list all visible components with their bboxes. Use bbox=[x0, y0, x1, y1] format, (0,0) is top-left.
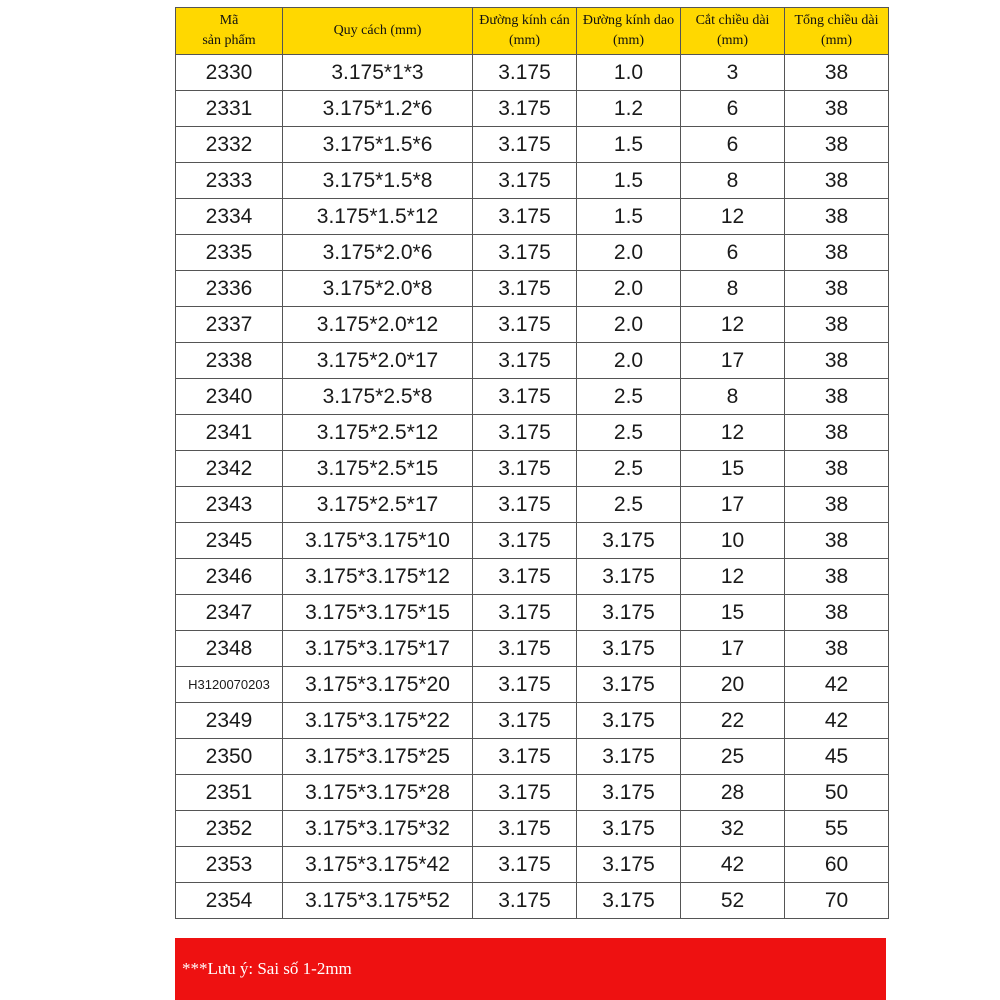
total-length-cell: 38 bbox=[785, 487, 889, 523]
table-row bbox=[176, 55, 889, 91]
blade-diameter-cell: 2.5 bbox=[577, 415, 681, 451]
shank-diameter-cell: 3.175 bbox=[473, 379, 577, 415]
shank-diameter-cell: 3.175 bbox=[473, 559, 577, 595]
shank-diameter-cell: 3.175 bbox=[473, 667, 577, 703]
product-code-cell: 2341 bbox=[176, 415, 283, 451]
shank-diameter-cell: 3.175 bbox=[473, 883, 577, 919]
cutting-length-cell: 22 bbox=[681, 703, 785, 739]
product-code-cell: 2340 bbox=[176, 379, 283, 415]
table-body bbox=[176, 55, 889, 919]
blade-diameter-cell: 2.5 bbox=[577, 379, 681, 415]
specification-cell: 3.175*1.2*6 bbox=[283, 91, 473, 127]
cutting-length-cell: 6 bbox=[681, 235, 785, 271]
cutting-length-cell: 12 bbox=[681, 307, 785, 343]
blade-diameter-cell: 2.0 bbox=[577, 307, 681, 343]
cutting-length-cell: 12 bbox=[681, 199, 785, 235]
shank-diameter-cell: 3.175 bbox=[473, 487, 577, 523]
total-length-cell: 38 bbox=[785, 523, 889, 559]
total-length-cell: 42 bbox=[785, 667, 889, 703]
total-length-cell: 38 bbox=[785, 307, 889, 343]
blade-diameter-cell: 1.5 bbox=[577, 199, 681, 235]
table-row bbox=[176, 631, 889, 667]
table-row bbox=[176, 775, 889, 811]
blade-diameter-cell: 1.5 bbox=[577, 163, 681, 199]
product-code-cell: 2346 bbox=[176, 559, 283, 595]
header-total-length: Tổng chiều dài (mm) bbox=[785, 8, 889, 55]
table-row bbox=[176, 379, 889, 415]
header-blade-diameter: Đường kính dao (mm) bbox=[577, 8, 681, 55]
blade-diameter-cell: 3.175 bbox=[577, 523, 681, 559]
total-length-cell: 38 bbox=[785, 379, 889, 415]
cutting-length-cell: 32 bbox=[681, 811, 785, 847]
shank-diameter-cell: 3.175 bbox=[473, 595, 577, 631]
blade-diameter-cell: 2.5 bbox=[577, 451, 681, 487]
tolerance-note-text: ***Lưu ý: Sai số 1-2mm bbox=[182, 959, 352, 978]
specification-cell: 3.175*1*3 bbox=[283, 55, 473, 91]
shank-diameter-cell: 3.175 bbox=[473, 343, 577, 379]
cutting-length-cell: 42 bbox=[681, 847, 785, 883]
total-length-cell: 38 bbox=[785, 595, 889, 631]
cutting-length-cell: 8 bbox=[681, 379, 785, 415]
cutting-length-cell: 20 bbox=[681, 667, 785, 703]
product-code-cell: 2347 bbox=[176, 595, 283, 631]
table-row bbox=[176, 163, 889, 199]
total-length-cell: 38 bbox=[785, 559, 889, 595]
product-code-cell: 2332 bbox=[176, 127, 283, 163]
table-row bbox=[176, 127, 889, 163]
cutting-length-cell: 17 bbox=[681, 631, 785, 667]
specification-cell: 3.175*3.175*10 bbox=[283, 523, 473, 559]
product-code-cell: 2348 bbox=[176, 631, 283, 667]
specification-cell: 3.175*2.0*17 bbox=[283, 343, 473, 379]
product-code-cell: 2334 bbox=[176, 199, 283, 235]
shank-diameter-cell: 3.175 bbox=[473, 451, 577, 487]
total-length-cell: 38 bbox=[785, 91, 889, 127]
total-length-cell: 38 bbox=[785, 163, 889, 199]
table-row bbox=[176, 667, 889, 703]
specification-cell: 3.175*3.175*28 bbox=[283, 775, 473, 811]
cutting-length-cell: 15 bbox=[681, 451, 785, 487]
table-row bbox=[176, 739, 889, 775]
specification-cell: 3.175*3.175*52 bbox=[283, 883, 473, 919]
specification-cell: 3.175*3.175*25 bbox=[283, 739, 473, 775]
shank-diameter-cell: 3.175 bbox=[473, 703, 577, 739]
total-length-cell: 38 bbox=[785, 343, 889, 379]
shank-diameter-cell: 3.175 bbox=[473, 523, 577, 559]
blade-diameter-cell: 2.0 bbox=[577, 271, 681, 307]
specification-cell: 3.175*2.5*15 bbox=[283, 451, 473, 487]
specification-cell: 3.175*1.5*6 bbox=[283, 127, 473, 163]
specification-cell: 3.175*3.175*32 bbox=[283, 811, 473, 847]
header-row bbox=[176, 8, 889, 55]
specification-cell: 3.175*2.5*12 bbox=[283, 415, 473, 451]
specification-cell: 3.175*3.175*42 bbox=[283, 847, 473, 883]
table-header bbox=[176, 8, 889, 55]
product-code-cell: 2349 bbox=[176, 703, 283, 739]
blade-diameter-cell: 3.175 bbox=[577, 775, 681, 811]
blade-diameter-cell: 1.0 bbox=[577, 55, 681, 91]
table-row bbox=[176, 595, 889, 631]
table-row bbox=[176, 883, 889, 919]
total-length-cell: 60 bbox=[785, 847, 889, 883]
blade-diameter-cell: 2.0 bbox=[577, 343, 681, 379]
blade-diameter-cell: 3.175 bbox=[577, 739, 681, 775]
blade-diameter-cell: 2.0 bbox=[577, 235, 681, 271]
table-row bbox=[176, 91, 889, 127]
specification-cell: 3.175*3.175*20 bbox=[283, 667, 473, 703]
table-row bbox=[176, 559, 889, 595]
shank-diameter-cell: 3.175 bbox=[473, 199, 577, 235]
table-row bbox=[176, 199, 889, 235]
cutting-length-cell: 52 bbox=[681, 883, 785, 919]
table-row bbox=[176, 343, 889, 379]
product-code-cell: 2352 bbox=[176, 811, 283, 847]
blade-diameter-cell: 1.5 bbox=[577, 127, 681, 163]
header-product-code: Mã sản phẩm bbox=[176, 8, 283, 55]
shank-diameter-cell: 3.175 bbox=[473, 631, 577, 667]
product-code-cell: 2345 bbox=[176, 523, 283, 559]
specification-cell: 3.175*3.175*12 bbox=[283, 559, 473, 595]
product-code-cell: 2353 bbox=[176, 847, 283, 883]
table-row bbox=[176, 847, 889, 883]
table-row bbox=[176, 307, 889, 343]
cutting-length-cell: 6 bbox=[681, 127, 785, 163]
specification-cell: 3.175*2.0*8 bbox=[283, 271, 473, 307]
total-length-cell: 55 bbox=[785, 811, 889, 847]
cutting-length-cell: 8 bbox=[681, 163, 785, 199]
specification-cell: 3.175*3.175*17 bbox=[283, 631, 473, 667]
blade-diameter-cell: 3.175 bbox=[577, 667, 681, 703]
total-length-cell: 70 bbox=[785, 883, 889, 919]
product-code-cell: 2354 bbox=[176, 883, 283, 919]
blade-diameter-cell: 3.175 bbox=[577, 703, 681, 739]
blade-diameter-cell: 3.175 bbox=[577, 631, 681, 667]
cutting-length-cell: 8 bbox=[681, 271, 785, 307]
specification-cell: 3.175*1.5*12 bbox=[283, 199, 473, 235]
total-length-cell: 38 bbox=[785, 55, 889, 91]
table-row bbox=[176, 811, 889, 847]
product-code-cell: 2336 bbox=[176, 271, 283, 307]
table-row bbox=[176, 271, 889, 307]
total-length-cell: 38 bbox=[785, 415, 889, 451]
header-specification: Quy cách (mm) bbox=[283, 8, 473, 55]
cutting-length-cell: 6 bbox=[681, 91, 785, 127]
header-shank-diameter: Đường kính cán (mm) bbox=[473, 8, 577, 55]
table-row bbox=[176, 487, 889, 523]
product-code-cell: 2330 bbox=[176, 55, 283, 91]
cutting-length-cell: 17 bbox=[681, 487, 785, 523]
header-cutting-length: Cắt chiều dài (mm) bbox=[681, 8, 785, 55]
shank-diameter-cell: 3.175 bbox=[473, 307, 577, 343]
total-length-cell: 45 bbox=[785, 739, 889, 775]
spec-table bbox=[175, 7, 889, 919]
specification-cell: 3.175*3.175*15 bbox=[283, 595, 473, 631]
specification-cell: 3.175*3.175*22 bbox=[283, 703, 473, 739]
product-code-cell: H3120070203 bbox=[176, 667, 283, 703]
cutting-length-cell: 17 bbox=[681, 343, 785, 379]
cutting-length-cell: 28 bbox=[681, 775, 785, 811]
shank-diameter-cell: 3.175 bbox=[473, 415, 577, 451]
total-length-cell: 38 bbox=[785, 451, 889, 487]
blade-diameter-cell: 3.175 bbox=[577, 559, 681, 595]
shank-diameter-cell: 3.175 bbox=[473, 739, 577, 775]
product-code-cell: 2343 bbox=[176, 487, 283, 523]
total-length-cell: 38 bbox=[785, 235, 889, 271]
shank-diameter-cell: 3.175 bbox=[473, 811, 577, 847]
product-code-cell: 2335 bbox=[176, 235, 283, 271]
shank-diameter-cell: 3.175 bbox=[473, 127, 577, 163]
specification-cell: 3.175*2.5*8 bbox=[283, 379, 473, 415]
product-code-cell: 2337 bbox=[176, 307, 283, 343]
specification-cell: 3.175*2.0*12 bbox=[283, 307, 473, 343]
table-row bbox=[176, 523, 889, 559]
blade-diameter-cell: 1.2 bbox=[577, 91, 681, 127]
table-row bbox=[176, 415, 889, 451]
specification-cell: 3.175*1.5*8 bbox=[283, 163, 473, 199]
table-row bbox=[176, 703, 889, 739]
table-row bbox=[176, 235, 889, 271]
tolerance-note bbox=[175, 938, 886, 1000]
cutting-length-cell: 15 bbox=[681, 595, 785, 631]
product-code-cell: 2342 bbox=[176, 451, 283, 487]
cutting-length-cell: 10 bbox=[681, 523, 785, 559]
product-code-cell: 2351 bbox=[176, 775, 283, 811]
shank-diameter-cell: 3.175 bbox=[473, 847, 577, 883]
blade-diameter-cell: 3.175 bbox=[577, 847, 681, 883]
shank-diameter-cell: 3.175 bbox=[473, 235, 577, 271]
total-length-cell: 42 bbox=[785, 703, 889, 739]
blade-diameter-cell: 3.175 bbox=[577, 595, 681, 631]
specification-cell: 3.175*2.5*17 bbox=[283, 487, 473, 523]
shank-diameter-cell: 3.175 bbox=[473, 163, 577, 199]
shank-diameter-cell: 3.175 bbox=[473, 91, 577, 127]
product-code-cell: 2331 bbox=[176, 91, 283, 127]
product-code-cell: 2333 bbox=[176, 163, 283, 199]
blade-diameter-cell: 2.5 bbox=[577, 487, 681, 523]
shank-diameter-cell: 3.175 bbox=[473, 775, 577, 811]
product-code-cell: 2350 bbox=[176, 739, 283, 775]
cutting-length-cell: 25 bbox=[681, 739, 785, 775]
shank-diameter-cell: 3.175 bbox=[473, 55, 577, 91]
cutting-length-cell: 12 bbox=[681, 559, 785, 595]
total-length-cell: 38 bbox=[785, 271, 889, 307]
cutting-length-cell: 3 bbox=[681, 55, 785, 91]
cutting-length-cell: 12 bbox=[681, 415, 785, 451]
blade-diameter-cell: 3.175 bbox=[577, 811, 681, 847]
blade-diameter-cell: 3.175 bbox=[577, 883, 681, 919]
table-row bbox=[176, 451, 889, 487]
total-length-cell: 38 bbox=[785, 199, 889, 235]
total-length-cell: 38 bbox=[785, 631, 889, 667]
specification-cell: 3.175*2.0*6 bbox=[283, 235, 473, 271]
shank-diameter-cell: 3.175 bbox=[473, 271, 577, 307]
product-code-cell: 2338 bbox=[176, 343, 283, 379]
total-length-cell: 38 bbox=[785, 127, 889, 163]
total-length-cell: 50 bbox=[785, 775, 889, 811]
